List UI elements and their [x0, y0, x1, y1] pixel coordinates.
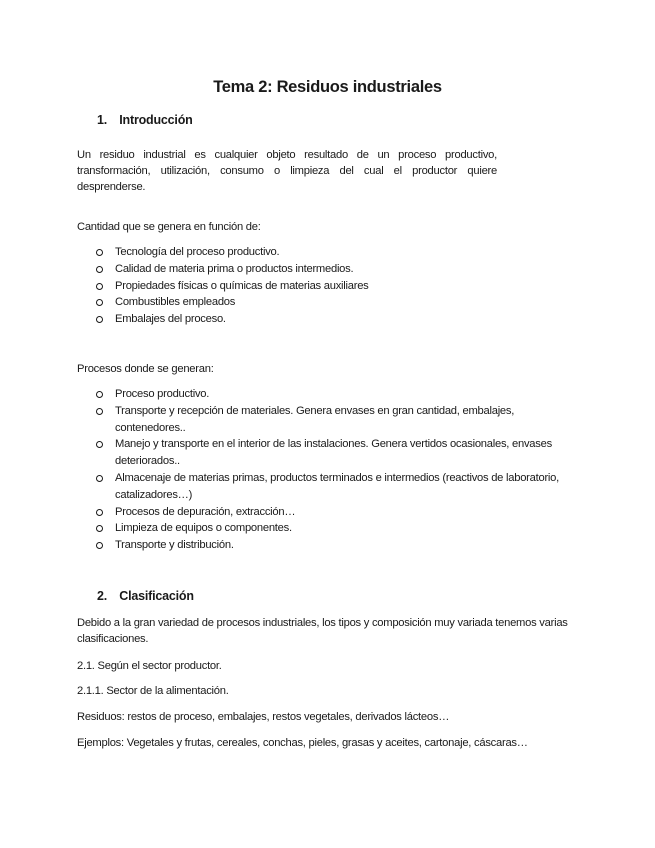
list-item: Manejo y transporte en el interior de las instalaciones. Genera vertidos ocasionales, envases deteriorados.. — [95, 436, 565, 470]
circle-bullet-icon — [96, 316, 103, 323]
subsection-2-1-1: 2.1.1. Sector de la alimentación. — [77, 685, 229, 697]
circle-bullet-icon — [96, 299, 103, 306]
circle-bullet-icon — [96, 509, 103, 516]
list-item: Proceso productivo. — [95, 386, 565, 403]
circle-bullet-icon — [96, 249, 103, 256]
list-item: Tecnología del proceso productivo. — [95, 244, 565, 261]
list-item: Limpieza de equipos o componentes. — [95, 520, 565, 537]
subsection-2-1: 2.1. Según el sector productor. — [77, 660, 222, 672]
list-item: Transporte y distribución. — [95, 537, 565, 554]
circle-bullet-icon — [96, 542, 103, 549]
circle-bullet-icon — [96, 525, 103, 532]
list-item: Transporte y recepción de materiales. Genera envases en gran cantidad, embalajes, contenedores.. — [95, 403, 565, 437]
cantidad-list — [95, 244, 565, 328]
circle-bullet-icon — [96, 266, 103, 273]
procesos-label: Procesos donde se generan: — [77, 363, 214, 375]
list-item: Procesos de depuración, extracción… — [95, 504, 565, 521]
list-item: Combustibles empleados — [95, 294, 565, 311]
list-item: Almacenaje de materias primas, productos terminados e intermedios (reactivos de laboratorio, catalizadores…) — [95, 470, 565, 504]
circle-bullet-icon — [96, 441, 103, 448]
section-1-number: 1. — [97, 113, 108, 127]
ejemplos-line: Ejemplos: Vegetales y frutas, cereales, conchas, pieles, grasas y aceites, cartonaje, cáscaras… — [77, 737, 528, 749]
section-1-title: Introducción — [119, 113, 193, 127]
section-2-title: Clasificación — [119, 589, 194, 603]
circle-bullet-icon — [96, 408, 103, 415]
intro-paragraph: Un residuo industrial es cualquier objeto resultado de un proceso productivo, transformación, utilización, consumo o limpieza del cual el productor quiere desprenderse. — [77, 149, 497, 193]
circle-bullet-icon — [96, 391, 103, 398]
section-1-heading — [97, 113, 193, 127]
circle-bullet-icon — [96, 475, 103, 482]
clasificacion-paragraph: Debido a la gran variedad de procesos industriales, los tipos y composición muy variada tenemos varias clasificaciones. — [77, 617, 568, 645]
list-item: Embalajes del proceso. — [95, 311, 565, 328]
document-title: Tema 2: Residuos industriales — [213, 78, 442, 96]
cantidad-label: Cantidad que se genera en función de: — [77, 221, 261, 233]
list-item: Propiedades físicas o químicas de materias auxiliares — [95, 278, 565, 295]
residuos-line: Residuos: restos de proceso, embalajes, restos vegetales, derivados lácteos… — [77, 711, 450, 723]
section-2-heading — [97, 589, 194, 603]
list-item: Calidad de materia prima o productos intermedios. — [95, 261, 565, 278]
circle-bullet-icon — [96, 283, 103, 290]
section-2-number: 2. — [97, 589, 108, 603]
procesos-list — [95, 386, 565, 554]
